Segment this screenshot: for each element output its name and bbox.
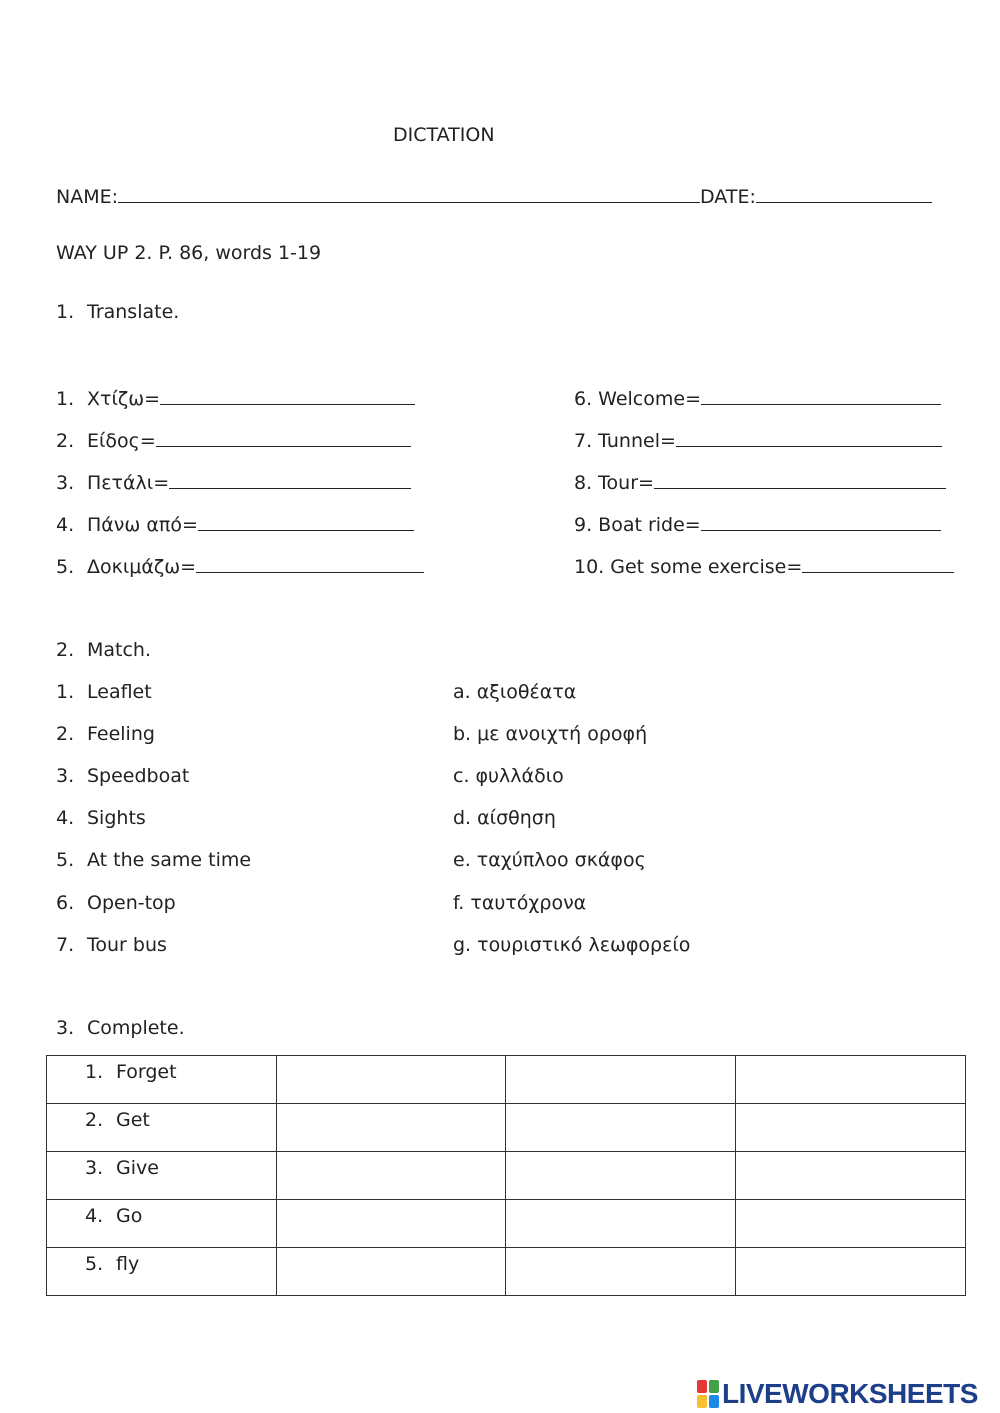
translate-item: 7. Tunnel= xyxy=(574,427,942,453)
answer-cell[interactable] xyxy=(506,1248,736,1296)
answer-cell[interactable] xyxy=(736,1200,966,1248)
logo-mark-icon xyxy=(697,1380,719,1408)
translate-item: 2. Είδος= xyxy=(56,427,411,453)
complete-table xyxy=(46,1055,966,1296)
table-row xyxy=(47,1200,966,1248)
name-row xyxy=(56,183,932,209)
date-field[interactable] xyxy=(756,183,932,203)
answer-field[interactable] xyxy=(198,511,414,531)
date-label: DATE: xyxy=(700,186,756,208)
subtitle: WAY UP 2. P. 86, words 1-19 xyxy=(56,242,322,264)
answer-cell[interactable] xyxy=(506,1056,736,1104)
answer-field[interactable] xyxy=(160,385,415,405)
match-option[interactable]: g. τουριστικό λεωφορείο xyxy=(453,934,691,956)
answer-cell[interactable] xyxy=(277,1200,506,1248)
answer-cell[interactable] xyxy=(277,1056,506,1104)
answer-field[interactable] xyxy=(156,427,411,447)
name-label: NAME: xyxy=(56,186,119,208)
verb-cell: 5. fly xyxy=(47,1248,277,1296)
answer-field[interactable] xyxy=(701,511,941,531)
match-item: 3. Speedboat xyxy=(56,765,190,787)
table-row xyxy=(47,1152,966,1200)
answer-cell[interactable] xyxy=(277,1248,506,1296)
answer-field[interactable] xyxy=(196,553,424,573)
translate-item: 8. Tour= xyxy=(574,469,946,495)
answer-cell[interactable] xyxy=(506,1104,736,1152)
match-item: 2. Feeling xyxy=(56,723,155,745)
match-item: 4. Sights xyxy=(56,807,146,829)
answer-field[interactable] xyxy=(654,469,946,489)
translate-item: 10. Get some exercise= xyxy=(574,553,954,579)
name-field[interactable] xyxy=(118,183,700,203)
translate-item: 1. Χτίζω= xyxy=(56,385,415,411)
answer-field[interactable] xyxy=(676,427,942,447)
match-option[interactable]: d. αίσθηση xyxy=(453,807,556,829)
translate-item: 6. Welcome= xyxy=(574,385,941,411)
translate-item: 3. Πετάλι= xyxy=(56,469,411,495)
match-option[interactable]: a. αξιοθέατα xyxy=(453,681,577,703)
table-row xyxy=(47,1104,966,1152)
liveworksheets-logo[interactable] xyxy=(697,1378,978,1410)
verb-cell: 2. Get xyxy=(47,1104,277,1152)
answer-field[interactable] xyxy=(169,469,411,489)
answer-cell[interactable] xyxy=(736,1152,966,1200)
answer-cell[interactable] xyxy=(277,1152,506,1200)
answer-cell[interactable] xyxy=(506,1200,736,1248)
answer-cell[interactable] xyxy=(506,1152,736,1200)
answer-field[interactable] xyxy=(802,553,954,573)
answer-field[interactable] xyxy=(701,385,941,405)
match-item: 5. At the same time xyxy=(56,849,252,871)
answer-cell[interactable] xyxy=(277,1104,506,1152)
answer-cell[interactable] xyxy=(736,1104,966,1152)
match-item: 6. Open-top xyxy=(56,892,176,914)
match-option[interactable]: e. ταχύπλοο σκάφος xyxy=(453,849,646,871)
answer-cell[interactable] xyxy=(736,1056,966,1104)
match-option[interactable]: b. με ανοιχτή οροφή xyxy=(453,723,648,745)
table-row xyxy=(47,1056,966,1104)
translate-item: 5. Δοκιμάζω= xyxy=(56,553,424,579)
verb-cell: 1. Forget xyxy=(47,1056,277,1104)
section1-heading: 1. Translate. xyxy=(56,301,180,323)
logo-text: LIVEWORKSHEETS xyxy=(722,1378,978,1409)
table-row xyxy=(47,1248,966,1296)
match-item: 1. Leaflet xyxy=(56,681,152,703)
section2-heading: 2. Match. xyxy=(56,639,152,661)
translate-item: 9. Boat ride= xyxy=(574,511,941,537)
section3-heading: 3. Complete. xyxy=(56,1017,185,1039)
translate-item: 4. Πάνω από= xyxy=(56,511,414,537)
page-title: DICTATION xyxy=(393,124,495,146)
answer-cell[interactable] xyxy=(736,1248,966,1296)
match-option[interactable]: f. ταυτόχρονα xyxy=(453,892,587,914)
verb-cell: 4. Go xyxy=(47,1200,277,1248)
verb-cell: 3. Give xyxy=(47,1152,277,1200)
match-option[interactable]: c. φυλλάδιο xyxy=(453,765,564,787)
match-item: 7. Tour bus xyxy=(56,934,167,956)
